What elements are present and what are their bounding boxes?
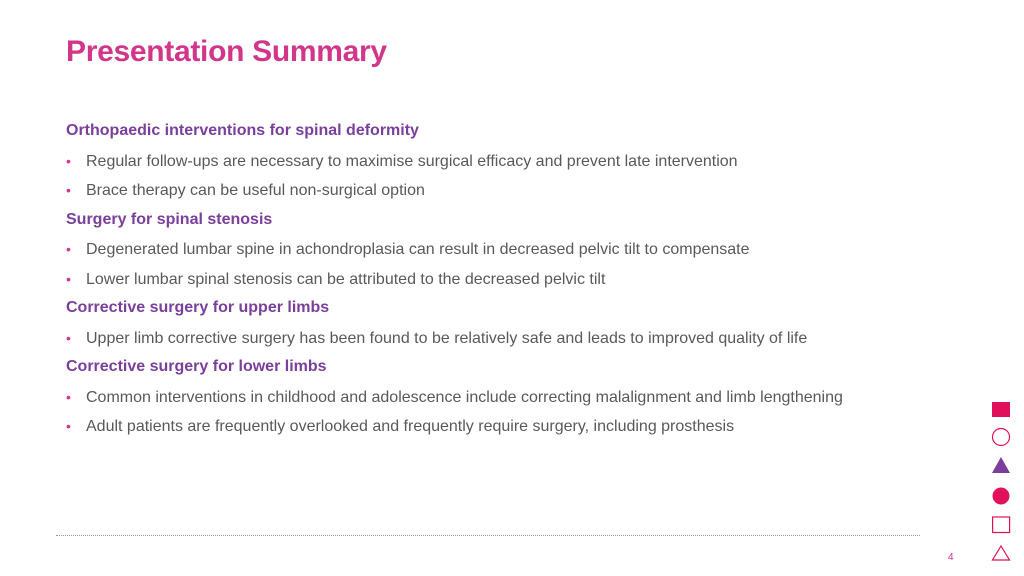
section-heading-spinal-deformity: Orthopaedic interventions for spinal deformity <box>66 122 419 139</box>
section-heading-upper-limbs: Corrective surgery for upper limbs <box>66 299 330 316</box>
section-heading-lower-limbs: Corrective surgery for lower limbs <box>66 358 327 375</box>
section-heading-spinal-stenosis: Surgery for spinal stenosis <box>66 210 273 228</box>
bullet-text: Lower lumbar spinal stenosis can be attributed to the decreased pelvic tilt <box>86 270 606 288</box>
bullet-dot: • <box>66 241 71 257</box>
decorative-shapes <box>990 401 1012 561</box>
bullet-dot: • <box>66 329 71 346</box>
decorative-shapes-svg <box>990 401 1012 561</box>
filled-triangle-icon <box>992 457 1010 473</box>
outline-circle-icon <box>993 429 1010 446</box>
bullet-dot: • <box>66 182 71 198</box>
bullet-text: Upper limb corrective surgery has been found to be relatively safe and leads to improved quality of life <box>86 329 808 347</box>
outline-square-icon <box>993 517 1010 533</box>
filled-circle-icon <box>993 488 1010 505</box>
bullet-text: Regular follow-ups are necessary to maximise surgical efficacy and prevent late intervention <box>86 152 738 170</box>
slide-content <box>66 118 966 443</box>
bullet-text: Brace therapy can be useful non-surgical option <box>86 182 425 199</box>
bullet-dot: • <box>66 270 71 287</box>
page-number: 4 <box>948 552 954 563</box>
bullet-item <box>66 384 966 414</box>
filled-square-icon <box>992 402 1010 417</box>
bullet-item <box>66 177 966 207</box>
bullet-item <box>66 236 966 266</box>
bullet-item <box>66 325 966 355</box>
bullet-text: Common interventions in childhood and adolescence include correcting malalignment and limb lengthening <box>86 388 843 406</box>
bullet-item <box>66 148 966 178</box>
outline-triangle-icon <box>993 546 1010 560</box>
bullet-dot: • <box>66 418 71 434</box>
bullet-text: Degenerated lumbar spine in achondroplasia can result in decreased pelvic tilt to compensate <box>86 241 750 258</box>
footer-divider <box>56 535 920 536</box>
bullet-text: Adult patients are frequently overlooked and frequently require surgery, including prosthesis <box>86 418 735 435</box>
bullet-item <box>66 413 966 443</box>
bullet-dot: • <box>66 152 71 169</box>
bullet-item <box>66 266 966 296</box>
page-title: Presentation Summary <box>66 35 387 68</box>
bullet-dot: • <box>66 388 71 405</box>
